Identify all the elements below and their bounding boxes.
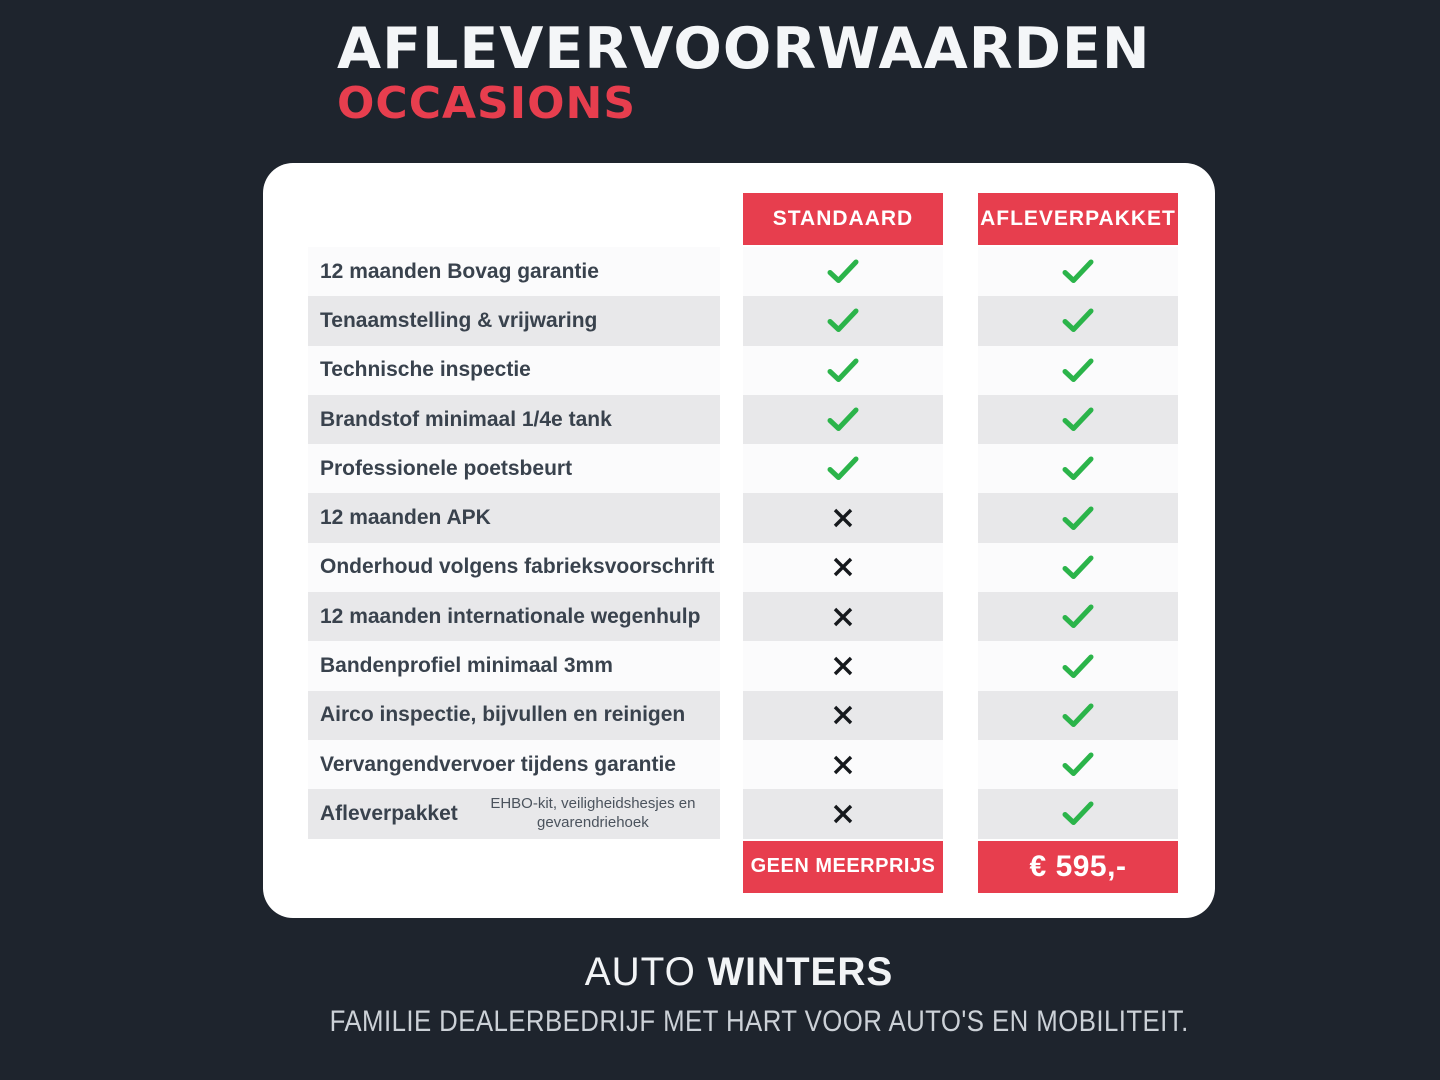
afleverpakket-price-badge: € 595,- <box>978 841 1178 893</box>
x-icon <box>832 803 854 825</box>
feature-label-cell <box>308 740 720 789</box>
table-row <box>308 740 1178 789</box>
standaard-cell <box>743 444 943 493</box>
feature-note: EHBO-kit, veiligheidshesjes en gevarendriehoek <box>490 795 696 831</box>
feature-label-cell <box>308 641 720 690</box>
check-icon <box>1061 751 1095 778</box>
feature-label-cell <box>308 346 720 395</box>
afleverpakket-cell <box>978 789 1178 838</box>
feature-label-cell <box>308 247 720 296</box>
table-row <box>308 789 1178 838</box>
feature-label: Brandstof minimaal 1/4e tank <box>320 407 612 431</box>
standaard-cell <box>743 543 943 592</box>
feature-label-cell <box>308 296 720 345</box>
check-icon <box>1061 307 1095 334</box>
standaard-cell <box>743 691 943 740</box>
standaard-cell <box>743 789 943 838</box>
feature-label-cell <box>308 592 720 641</box>
standaard-cell <box>743 346 943 395</box>
afleverpakket-cell <box>978 444 1178 493</box>
page-title: AFLEVERVOORWAARDEN <box>337 16 1151 82</box>
afleverpakket-cell <box>978 641 1178 690</box>
standaard-cell <box>743 296 943 345</box>
feature-label: Professionele poetsbeurt <box>320 456 573 480</box>
table-row <box>308 691 1178 740</box>
x-icon <box>832 754 854 776</box>
afleverpakket-cell <box>978 592 1178 641</box>
feature-label-cell <box>308 493 720 542</box>
standaard-cell <box>743 592 943 641</box>
feature-label: Airco inspectie, bijvullen en reinigen <box>320 703 686 727</box>
check-icon <box>1061 357 1095 384</box>
brand-tagline: FAMILIE DEALERBEDRIJF MET HART VOOR AUTO'S EN MOBILITEIT. <box>329 1005 1189 1038</box>
standaard-cell <box>743 395 943 444</box>
afleverpakket-cell <box>978 247 1178 296</box>
price-spacer <box>308 841 720 893</box>
column-header-row <box>308 193 1178 245</box>
x-icon <box>832 507 854 529</box>
feature-label: 12 maanden Bovag garantie <box>320 259 599 283</box>
page-header <box>337 18 1151 127</box>
brand-name <box>277 950 1200 995</box>
standaard-cell <box>743 740 943 789</box>
feature-label: 12 maanden internationale wegenhulp <box>320 604 701 628</box>
feature-label: Onderhoud volgens fabrieksvoorschrift <box>320 555 715 579</box>
feature-label-cell <box>308 543 720 592</box>
feature-label: Bandenprofiel minimaal 3mm <box>320 654 613 678</box>
table-row <box>308 395 1178 444</box>
x-icon <box>832 556 854 578</box>
comparison-card <box>263 163 1215 918</box>
standaard-cell <box>743 247 943 296</box>
check-icon <box>826 307 860 334</box>
column-header-afleverpakket: AFLEVERPAKKET <box>978 193 1178 245</box>
feature-label-cell <box>308 789 720 838</box>
table-row <box>308 346 1178 395</box>
feature-label: Tenaamstelling & vrijwaring <box>320 308 598 332</box>
feature-label: Technische inspectie <box>320 358 531 382</box>
table-row <box>308 296 1178 345</box>
feature-label: 12 maanden APK <box>320 506 491 530</box>
check-icon <box>826 406 860 433</box>
check-icon <box>1061 505 1095 532</box>
feature-label: Afleverpakket <box>320 801 458 825</box>
check-icon <box>826 258 860 285</box>
feature-label-cell <box>308 444 720 493</box>
check-icon <box>1061 702 1095 729</box>
afleverpakket-cell <box>978 346 1178 395</box>
header-spacer <box>308 193 720 245</box>
check-icon <box>826 357 860 384</box>
table-row <box>308 493 1178 542</box>
check-icon <box>826 455 860 482</box>
x-icon <box>832 655 854 677</box>
afleverpakket-cell <box>978 493 1178 542</box>
page-subtitle: OCCASIONS <box>337 77 637 129</box>
check-icon <box>1061 258 1095 285</box>
feature-rows <box>308 247 1178 839</box>
afleverpakket-cell <box>978 740 1178 789</box>
afleverpakket-cell <box>978 543 1178 592</box>
check-icon <box>1061 800 1095 827</box>
afleverpakket-cell <box>978 691 1178 740</box>
afleverpakket-cell <box>978 296 1178 345</box>
page-footer <box>263 950 1215 1039</box>
check-icon <box>1061 603 1095 630</box>
check-icon <box>1061 406 1095 433</box>
x-icon <box>832 606 854 628</box>
table-row <box>308 444 1178 493</box>
check-icon <box>1061 653 1095 680</box>
standaard-price-badge: GEEN MEERPRIJS <box>743 841 943 893</box>
table-row <box>308 543 1178 592</box>
standaard-cell <box>743 641 943 690</box>
standaard-cell <box>743 493 943 542</box>
afleverpakket-cell <box>978 395 1178 444</box>
check-icon <box>1061 455 1095 482</box>
feature-label: Vervangendvervoer tijdens garantie <box>320 752 676 776</box>
feature-label-cell <box>308 691 720 740</box>
table-row <box>308 247 1178 296</box>
table-row <box>308 592 1178 641</box>
feature-label-cell <box>308 395 720 444</box>
brand-regular: AUTO <box>584 950 696 994</box>
price-row <box>308 841 1178 893</box>
column-header-standaard: STANDAARD <box>743 193 943 245</box>
brand-bold: WINTERS <box>707 950 894 994</box>
check-icon <box>1061 554 1095 581</box>
table-row <box>308 641 1178 690</box>
x-icon <box>832 704 854 726</box>
